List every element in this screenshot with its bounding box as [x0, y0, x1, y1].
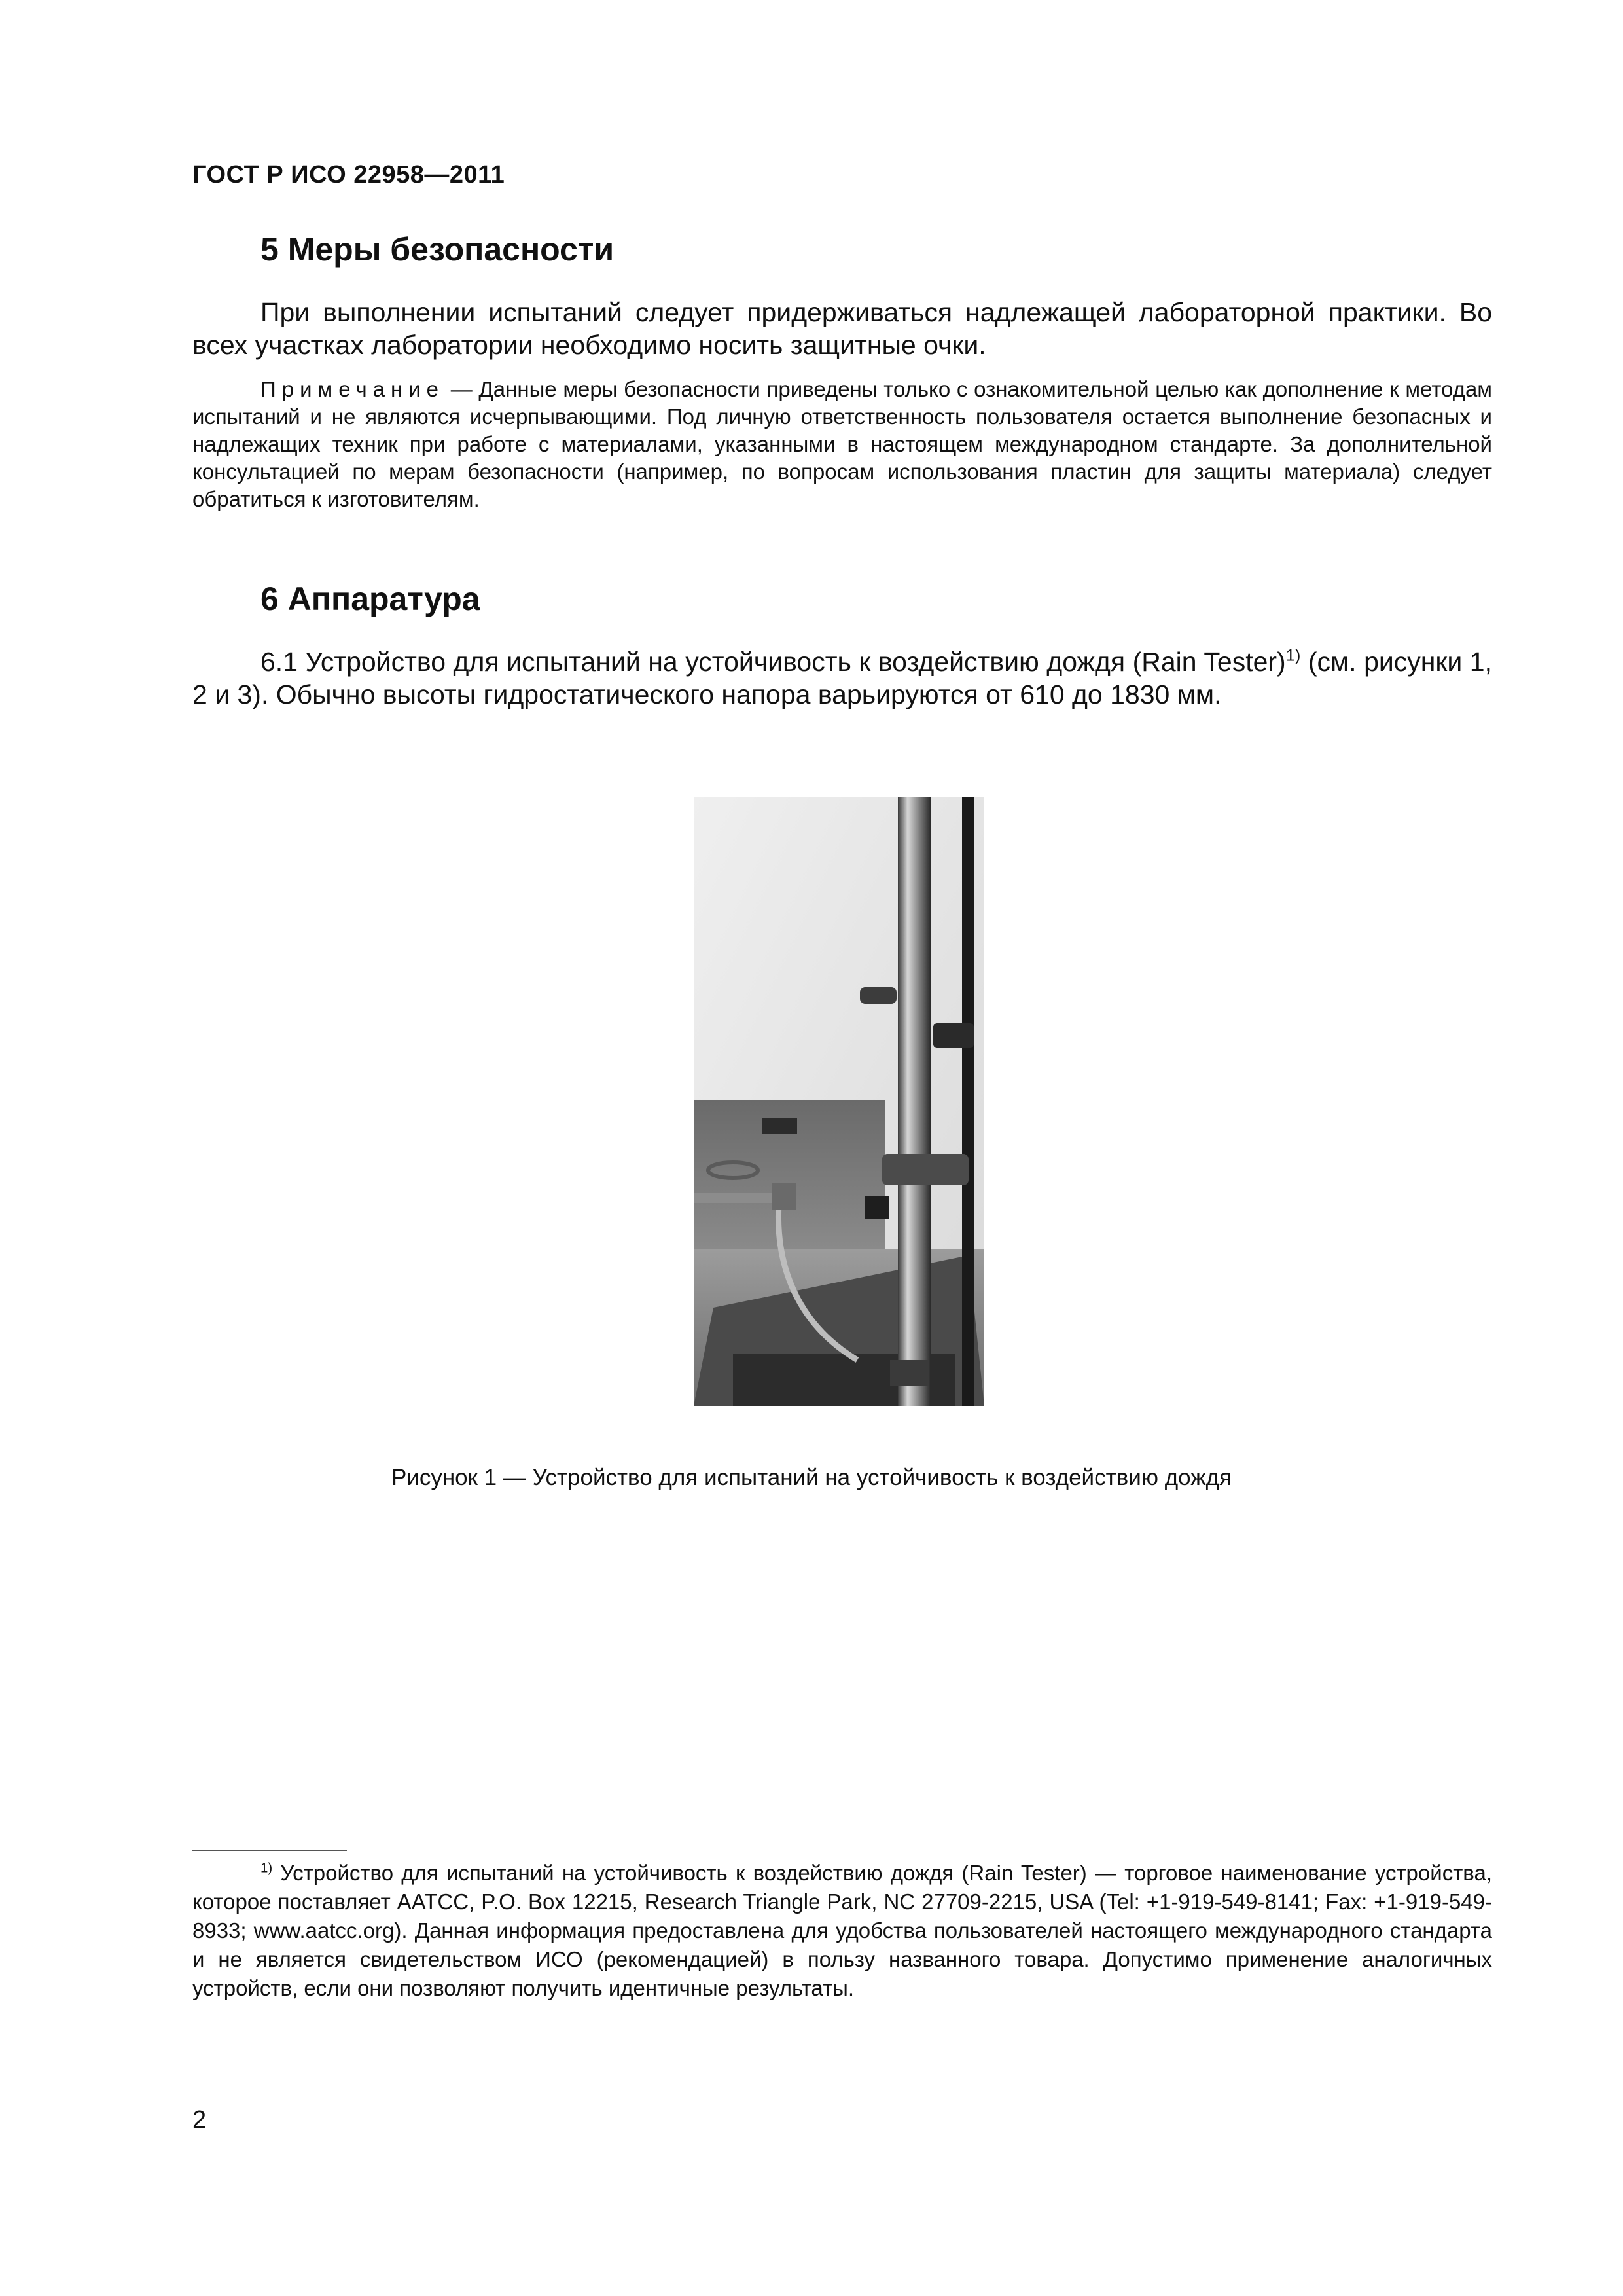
paragraph-6-1-start: 6.1 Устройство для испытаний на устойчивость к воздействию дождя (Rain Tester) — [260, 647, 1286, 677]
label-plate — [762, 1118, 797, 1134]
dark-rod — [962, 797, 974, 1406]
note-text: — Данные меры безопасности приведены только с ознакомительной целью как дополнение к методам испытаний и не являются исчерпывающими. Под личную ответственность пользователя остается выполнение безопасных и надлежащих техник при работе с материалами, указанными в настоящем международном стандарте. За дополнительной консультацией по мерам безопасности (например, по вопросам использования пластин для защиты материала) следует обратиться к изготовителям. — [192, 377, 1492, 511]
footnote-reference[interactable]: 1) — [1285, 646, 1301, 665]
footnote-text: Устройство для испытаний на устойчивость к воздействию дождя (Rain Tester) — торговое наименование устройства, которое поставляет AATCC, P.O. Box 12215, Research Triangle Park, NC 27709-2215, USA (Tel: +1-919-549-8141; Fax: +1-919-549-8933; www.aatcc.org). Данная информация предоставлена для удобства пользователей настоящего международного стандарта и не является свидетельством ИСО (рекомендацией) в пользу названного товара. Допустимо применение аналогичных устройств, если они позволяют получить идентичные результаты. — [192, 1861, 1492, 2000]
section-6-title: 6 Аппаратура — [260, 581, 480, 617]
section-5-paragraph: При выполнении испытаний следует придерживаться надлежащей лабораторной практики. Во всех участках лаборатории необходимо носить защитные очки. — [192, 297, 1492, 360]
footnote-1 — [192, 1859, 1492, 2003]
small-plate — [865, 1196, 889, 1219]
faucet-body — [772, 1183, 796, 1210]
upper-clamp — [933, 1023, 974, 1048]
footnote-marker: 1) — [260, 1860, 273, 1876]
lower-clamp — [882, 1154, 969, 1185]
safety-note — [192, 376, 1492, 513]
rain-tester-photo — [694, 797, 984, 1406]
figure-1-caption: Рисунок 1 — Устройство для испытаний на устойчивость к воздействию дождя — [391, 1465, 1232, 1490]
top-knob — [860, 987, 897, 1004]
note-label: Примечание — [260, 377, 445, 401]
column-tube — [898, 797, 931, 1406]
footnote-divider — [192, 1850, 347, 1851]
page-number: 2 — [192, 2106, 207, 2134]
paragraph-6-1-end: (см. рисунки 1, 2 и 3). Обычно высоты гидростатического напора варьируются от 610 до 1830 мм. — [192, 647, 1492, 709]
section-6-1-paragraph — [192, 645, 1492, 711]
section-5-title: 5 Меры безопасности — [260, 231, 615, 268]
document-number-header: ГОСТ Р ИСО 22958—2011 — [192, 161, 505, 188]
bottom-fitting — [890, 1360, 929, 1386]
